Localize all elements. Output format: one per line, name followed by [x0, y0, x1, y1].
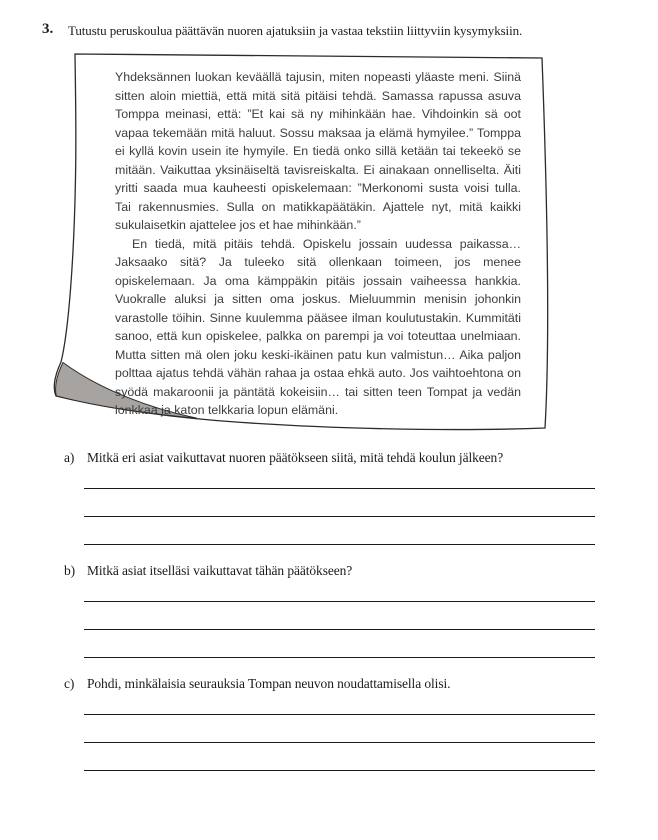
question-a-row — [0, 449, 658, 466]
question-a-text: Mitkä eri asiat vaikuttavat nuoren päätökseen siitä, mitä tehdä koulun jälkeen? — [87, 450, 504, 465]
answer-line — [84, 602, 595, 630]
answer-line — [84, 715, 595, 743]
answer-line — [84, 517, 595, 545]
answer-line — [84, 489, 595, 517]
question-b-answer-lines — [84, 579, 595, 658]
answer-line — [84, 743, 595, 771]
question-c-text: Pohdi, minkälaisia seurauksia Tompan neuvon noudattamisella olisi. — [87, 676, 451, 691]
task-instruction: Tutustu peruskoulua päättävän nuoren ajatuksiin ja vastaa tekstiin liittyviin kysymyksiin. — [68, 23, 523, 38]
question-a-answer-lines — [84, 466, 595, 545]
question-b-label: b) — [64, 563, 76, 578]
story-paragraph-2: En tiedä, mitä pitäis tehdä. Opiskelu jossain uudessa paikassa… Jaksaako sitä? Ja tuleeko sitä ollenkaan toimeen, jos menee opiskelemaan. Ja oma kämppäkin pitäis jossain vaiheessa hankkia. Vuokralle aluksi ja sitten oma joskus. Mieluummin menisin johonkin varastolle töihin. Sinne kuulemma pääsee ilman koulutustakin. Kummitäti sanoo, että kun opiskelee, palkka on parempi ja voi toteuttaa unelmiaan. Mutta sitten mä olen joku keski-ikäinen patu kun valmistun… Aika paljon polttaa ajatus tehdä vähän rahaa ja ostaa ehkä auto. Jos vaihtoehtona on syödä makaroonii ja päntätä kokeisiin… tai sitten teen Tompat ja vedän lonkkaa ja katon telkkaria lopun elämäni. — [115, 236, 521, 417]
question-a — [0, 449, 658, 545]
question-c-answer-lines — [84, 692, 595, 771]
question-b-text: Mitkä asiat itselläsi vaikuttavat tähän päätökseen? — [87, 563, 353, 578]
question-c-row — [0, 675, 658, 692]
question-b — [0, 562, 658, 658]
question-a-label: a) — [64, 450, 75, 465]
answer-line — [84, 579, 595, 602]
answer-line — [84, 466, 595, 489]
story-paragraph-1: Yhdeksännen luokan keväällä tajusin, miten nopeasti yläaste meni. Siinä sitten aloin miettiä, että mitä sitä pitäisi tehdä. Samassa rapussa asuva Tomppa meinasi, että: ”Et kai sä ny mihinkään hae. Vihdoinkin sä oot vapaa tekemään mitä haluut. Sossu maksaa ja elämä hymyilee.” Tomppa ei kyllä kovin usein ite hymyile. En tiedä onko sillä ketään tai tekeekö se mitään. Vaikuttaa yksinäiseltä tavisreiskalta. Ei ainakaan onnelliselta. Äiti yritti saada mua kauheesti opiskelemaan: ”Merkonomi susta voisi tulla. Tai rakennusmies. Sulla on matikkapäätäkin. Ajattele nyt, mitä kaikki sukulaisetkin ajattelee jos et hae mihinkään.” — [115, 70, 521, 232]
task-number: 3. — [42, 21, 54, 37]
question-b-row — [0, 562, 658, 579]
question-c — [0, 675, 658, 771]
story-text — [115, 68, 521, 420]
question-c-label: c) — [64, 676, 75, 691]
answer-line — [84, 630, 595, 658]
answer-line — [84, 692, 595, 715]
